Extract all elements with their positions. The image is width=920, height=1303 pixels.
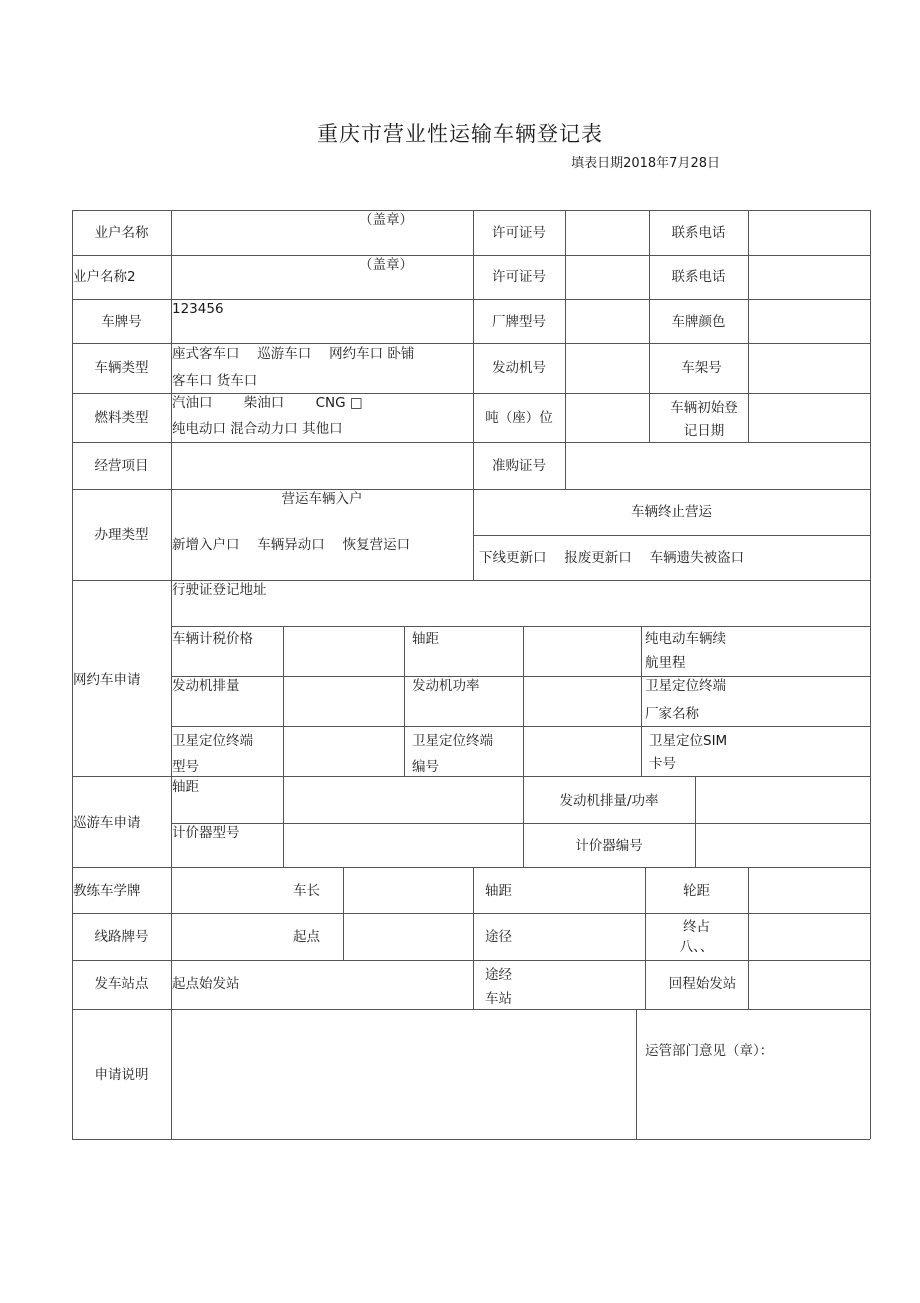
meter-model-label: 计价器型号	[172, 825, 240, 841]
tax-price-label: 车辆计税价格	[172, 631, 253, 647]
vehicle-length-label: 车长	[293, 883, 320, 899]
license-no-label: 许可证号	[492, 225, 546, 241]
plate-number-value: 123456	[172, 301, 224, 317]
authority-opinion-label: 运管部门意见（章）：	[645, 1043, 774, 1059]
registration-address-label: 行驶证登记地址	[172, 582, 267, 598]
enter-operation-options: 新增入户口 车辆异动口 恢复营运口	[172, 537, 411, 553]
cruise-wheelbase-label: 轴距	[172, 779, 199, 795]
fuel-type-options: 纯电动口 混合动力口 其他口	[172, 421, 343, 437]
table-rule	[171, 726, 870, 727]
table-rule	[636, 1009, 637, 1139]
application-note-label: 申请说明	[94, 1067, 149, 1083]
owner-name-2-label: 业户名称2	[73, 269, 136, 285]
frame-no-label: 车架号	[681, 360, 722, 376]
form-title: 重庆市营业性运输车辆登记表	[317, 122, 603, 146]
wheelbase-label: 轴距	[412, 631, 439, 647]
owner-name-label: 业户名称	[94, 225, 149, 241]
brand-model-label: 厂牌型号	[492, 314, 546, 330]
vehicle-type-label: 车辆类型	[94, 360, 149, 376]
cruise-displacement-power-label: 发动机排量/功率	[559, 793, 659, 809]
owner-name-seal: （盖章）	[359, 212, 413, 228]
table-rule	[72, 913, 870, 914]
business-scope-label: 经营项目	[94, 458, 149, 474]
table-rule	[343, 867, 344, 960]
via-label: 途径	[485, 929, 512, 945]
enter-operation-title: 营运车辆入户	[281, 491, 363, 507]
table-rule	[72, 1139, 870, 1140]
table-rule	[171, 626, 870, 627]
table-rule	[473, 535, 870, 536]
table-rule	[404, 626, 405, 776]
engine-displacement-label: 发动机排量	[172, 678, 240, 694]
end-point-label: 终占	[683, 919, 710, 935]
gps-model-label: 卫星定位终端	[172, 733, 253, 749]
table-rule	[72, 1009, 870, 1010]
contact-phone-2-label: 联系电话	[671, 269, 726, 285]
departure-station-label: 发车站点	[94, 976, 149, 992]
via-station-label: 车站	[485, 991, 512, 1007]
vehicle-type-options: 客车口 货车口	[172, 373, 258, 389]
stop-operation-options: 下线更新口 报废更新口 车辆遗失被盗口	[479, 550, 745, 566]
route-plate-label: 线路牌号	[94, 929, 149, 945]
license-no-2-label: 许可证号	[492, 269, 546, 285]
plate-number-label: 车牌号	[101, 314, 142, 330]
vehicle-type-options: 座式客车口 巡游车口 网约车口 卧铺	[172, 346, 415, 362]
meter-number-label: 计价器编号	[575, 838, 643, 854]
start-station-label: 起点始发站	[172, 976, 240, 992]
ev-range-label: 航里程	[645, 655, 686, 671]
gps-number-label: 编号	[412, 759, 439, 775]
purchase-cert-label: 准购证号	[492, 458, 546, 474]
gps-sim-label: 卫星定位SIM	[649, 733, 728, 749]
fuel-type-options: 汽油口 柴油口 CNG □	[172, 395, 363, 411]
gps-number-label: 卫星定位终端	[412, 733, 493, 749]
handling-type-label: 办理类型	[94, 527, 149, 543]
table-rule	[72, 867, 870, 868]
engine-power-label: 发动机功率	[412, 678, 480, 694]
table-rule	[283, 776, 284, 867]
cruise-taxi-label: 巡游车申请	[73, 815, 141, 831]
table-rule	[565, 442, 566, 489]
coach-plate-label: 教练车学牌	[73, 883, 141, 899]
ride-hailing-label: 网约车申请	[73, 672, 141, 688]
fill-date: 填表日期2018年7月28日	[571, 156, 720, 171]
table-rule	[473, 867, 474, 1009]
gps-maker-label: 卫星定位终端	[645, 678, 726, 694]
initial-registration-date-label: 车辆初始登	[670, 400, 738, 416]
tonnage-seat-label: 吨（座）位	[485, 410, 553, 426]
initial-registration-date-label: 记日期	[683, 423, 725, 439]
engine-no-label: 发动机号	[492, 360, 546, 376]
table-rule	[72, 960, 870, 961]
table-rule	[171, 823, 870, 824]
owner-name-2-seal: （盖章）	[359, 257, 413, 273]
plate-color-label: 车牌颜色	[671, 314, 726, 330]
return-station-label: 回程始发站	[668, 976, 737, 992]
stop-operation-title: 车辆终止营运	[631, 504, 712, 520]
gps-model-label: 型号	[172, 759, 199, 775]
table-rule	[641, 626, 642, 776]
table-rule	[171, 676, 870, 677]
ev-range-label: 纯电动车辆续	[645, 631, 726, 647]
table-rule	[695, 776, 696, 867]
table-rule	[523, 626, 524, 776]
contact-phone-label: 联系电话	[671, 225, 726, 241]
fuel-type-label: 燃料类型	[94, 410, 149, 426]
wheel-track-label: 轮距	[683, 883, 710, 899]
start-point-label: 起点	[293, 929, 320, 945]
table-rule	[565, 210, 566, 442]
coach-wheelbase-label: 轴距	[485, 883, 512, 899]
gps-maker-label: 厂家名称	[645, 706, 699, 722]
gps-sim-label: 卡号	[649, 756, 676, 772]
end-point-label: 八、、	[679, 939, 714, 955]
table-rule	[870, 210, 871, 1139]
table-rule	[283, 626, 284, 776]
via-station-label: 途经	[485, 967, 512, 983]
